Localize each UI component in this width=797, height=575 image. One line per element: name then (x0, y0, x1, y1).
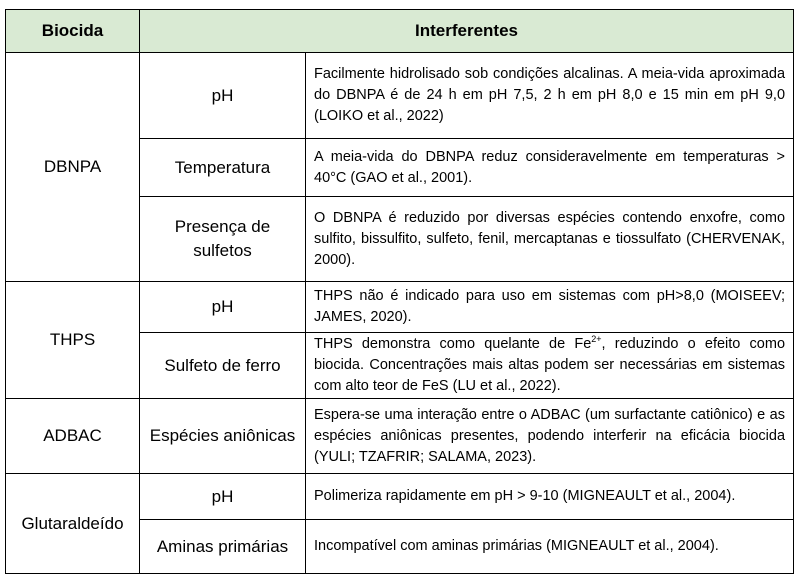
table-row (6, 282, 794, 333)
header-biocida: Biocida (6, 10, 140, 53)
header-row (6, 10, 794, 53)
interferente-ph: pH (140, 282, 306, 333)
superscript-charge: 2+ (591, 334, 602, 345)
descricao-cell: Facilmente hidrolisado sob condições alcalinas. A meia-vida aproximada do DBNPA é de 24 h em pH 7,5, 2 h em pH 8,0 e 15 min em pH 9,0 (LOIKO et al., 2022) (306, 53, 794, 139)
interferente-ph: pH (140, 474, 306, 520)
table-row (6, 474, 794, 520)
descricao-cell: O DBNPA é reduzido por diversas espécies contendo enxofre, como sulfito, bissulfito, sulfeto, fenil, mercaptanas e tiossulfato (CHERVENAK, 2000). (306, 197, 794, 282)
biocide-interference-table (5, 9, 794, 574)
descricao-text: THPS demonstra como quelante de Fe (314, 336, 592, 352)
descricao-cell: Espera-se uma interação entre o ADBAC (um surfactante catiônico) e as espécies aniônicas presentes, podendo interferir na eficácia biocida (YULI; TZAFRIR; SALAMA, 2023). (306, 399, 794, 474)
interferente-ph: pH (140, 53, 306, 139)
descricao-cell: Incompatível com aminas primárias (MIGNEAULT et al., 2004). (306, 520, 794, 574)
descricao-cell (306, 333, 794, 399)
table-row (6, 399, 794, 474)
descricao-text: , reduzindo o efeito como biocida. Concentrações mais altas podem ser necessárias em sistemas com alto teor de FeS (LU et al., 2022). (314, 336, 786, 394)
descricao-cell: A meia-vida do DBNPA reduz consideravelmente em temperaturas > 40°C (GAO et al., 2001). (306, 139, 794, 197)
interferente-sulfetos: Presença de sulfetos (140, 197, 306, 282)
biocida-adbac: ADBAC (6, 399, 140, 474)
interferente-temperatura: Temperatura (140, 139, 306, 197)
descricao-cell: THPS não é indicado para uso em sistemas com pH>8,0 (MOISEEV; JAMES, 2020). (306, 282, 794, 333)
interferente-aminas-primarias: Aminas primárias (140, 520, 306, 574)
biocida-glutaraldeido: Glutaraldeído (6, 474, 140, 574)
header-interferentes: Interferentes (140, 10, 794, 53)
biocida-dbnpa: DBNPA (6, 53, 140, 282)
biocida-thps: THPS (6, 282, 140, 399)
interferente-especies-anionicas: Espécies aniônicas (140, 399, 306, 474)
descricao-cell: Polimeriza rapidamente em pH > 9-10 (MIGNEAULT et al., 2004). (306, 474, 794, 520)
interferente-sulfeto-ferro: Sulfeto de ferro (140, 333, 306, 399)
table-row (6, 53, 794, 139)
